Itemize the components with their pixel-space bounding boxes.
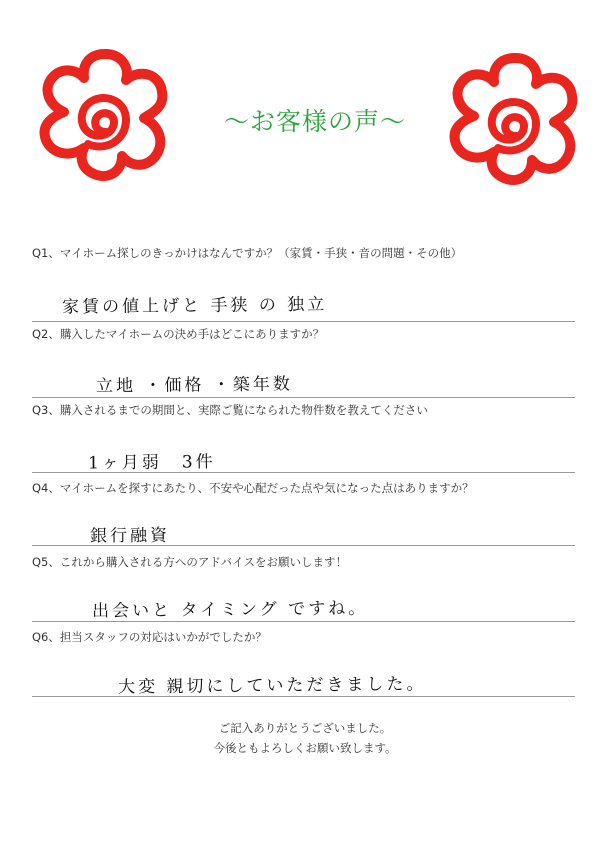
- flower-icon: [448, 52, 582, 188]
- question-6: Q6、担当スタッフの対応はいかがでしたか？: [32, 630, 267, 644]
- question-2: Q2、購入したマイホームの決め手はどこにありますか？: [32, 327, 325, 341]
- flower-icon: [38, 48, 172, 184]
- answer-3: 1ヶ月弱 3件: [87, 452, 216, 474]
- question-5: Q5、これから購入される方へのアドバイスをお願いします！: [32, 555, 348, 569]
- closing-line-1: ご記入ありがとうございました。: [218, 721, 392, 735]
- question-4: Q4、マイホームを探すにあたり、不安や心配だった点や気になった点はありますか？: [32, 481, 474, 495]
- answer-line: [32, 696, 575, 697]
- answer-1: 家賃の値上げと 手狭 の 独立: [61, 294, 328, 318]
- page-title: ～お客様の声～: [223, 107, 406, 136]
- answer-line: [32, 397, 575, 398]
- answer-line: [32, 321, 575, 322]
- answer-6: 大変 親切にしていただきました。: [117, 674, 427, 698]
- answer-5: 出会いと タイミング ですね。: [91, 598, 369, 622]
- question-1: Q1、マイホーム探しのきっかけはなんですか？（家賃・手狭・音の問題・その他）: [32, 246, 463, 260]
- answer-2: 立地 ・価格 ・築年数: [95, 374, 293, 397]
- answer-line: [32, 472, 575, 473]
- answer-line: [32, 621, 575, 622]
- answer-line: [32, 545, 575, 546]
- closing-line-2: 今後ともよろしくお願い致します。: [213, 741, 397, 755]
- question-3: Q3、購入されるまでの期間と、実際ご覧になられた物件数を教えてください: [32, 403, 428, 417]
- answer-4: 銀行融資: [89, 525, 171, 547]
